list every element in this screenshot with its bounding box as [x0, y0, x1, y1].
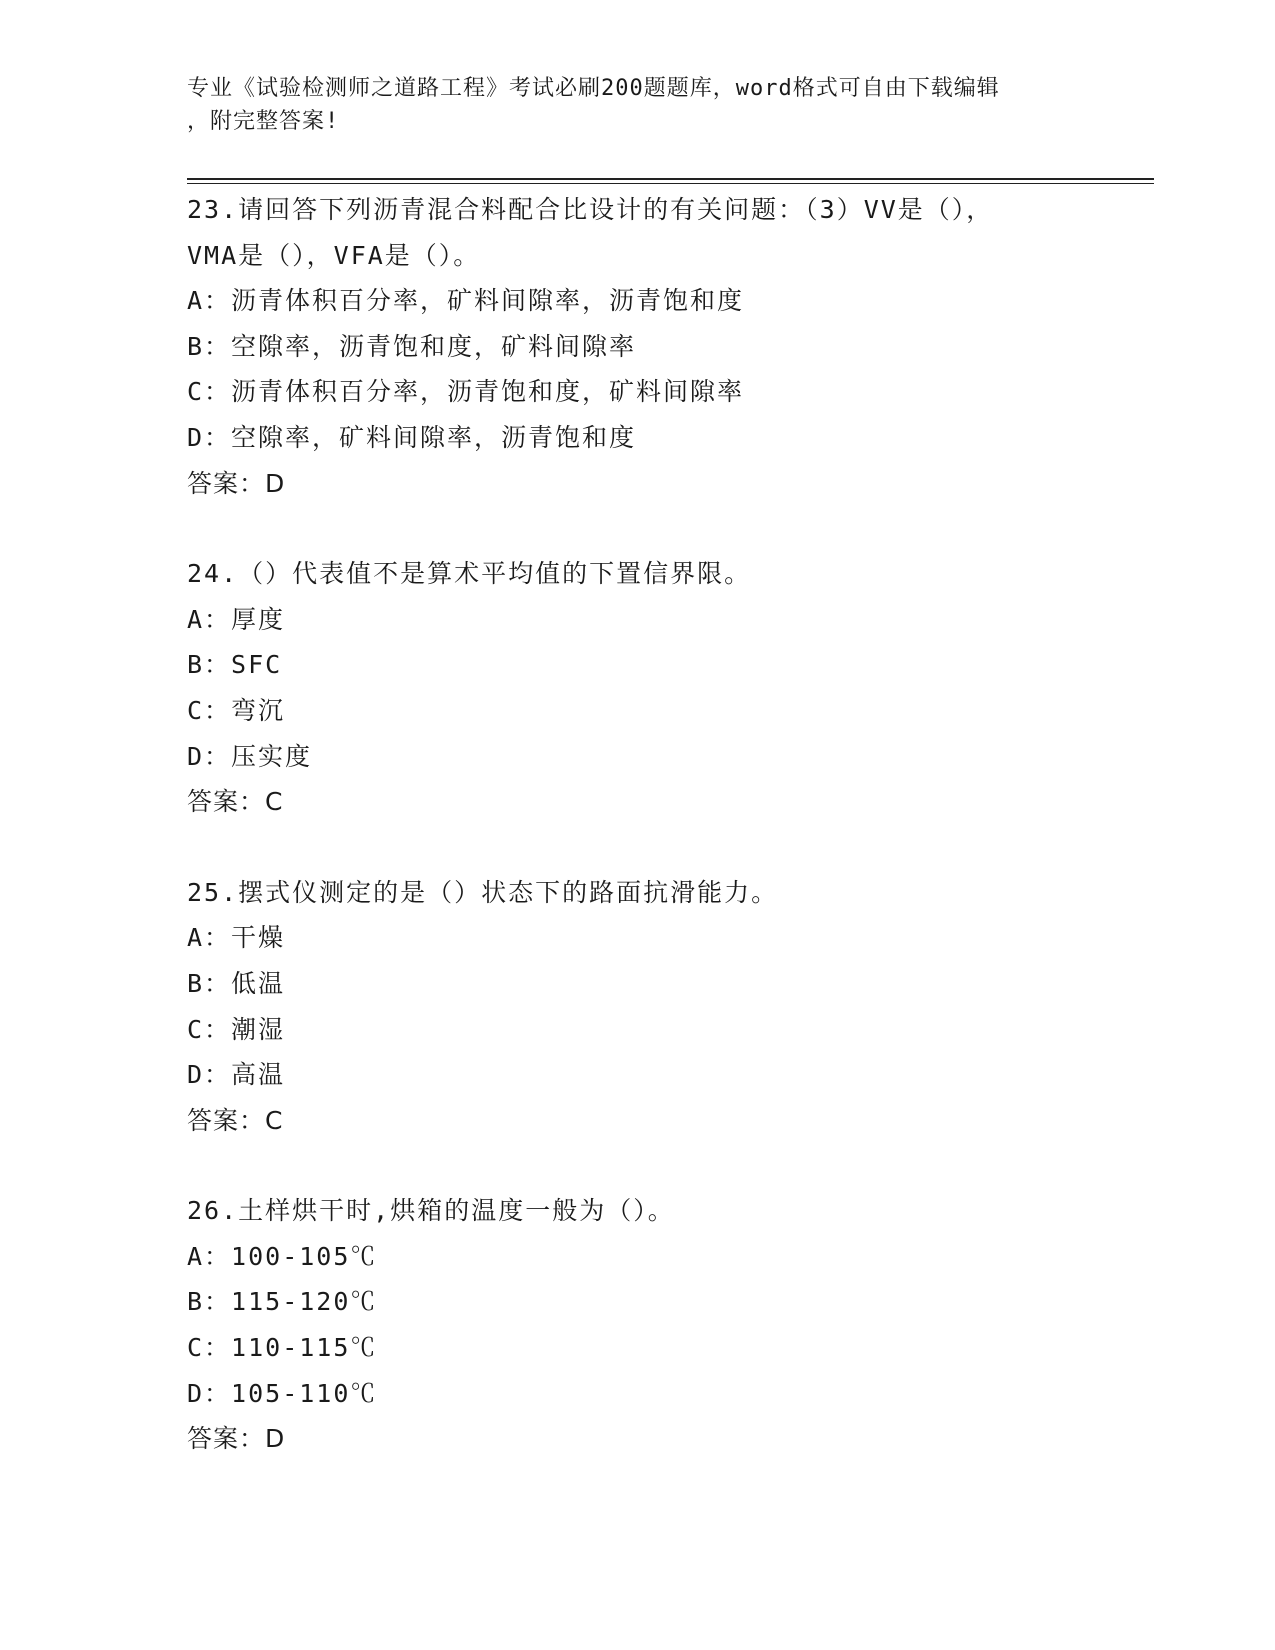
header-divider-thin	[187, 183, 1154, 184]
question-spacer	[187, 825, 1087, 870]
question-26	[187, 1188, 1087, 1462]
option-c: C：沥青体积百分率，沥青饱和度，矿料间隙率	[187, 377, 745, 407]
option-d: D：高温	[187, 1060, 286, 1090]
option-d: D：压实度	[187, 741, 313, 771]
question-spacer	[187, 1143, 1087, 1188]
option-c: C：潮湿	[187, 1014, 286, 1044]
document-header	[187, 72, 1067, 138]
option-b: B：低温	[187, 968, 286, 998]
question-list	[187, 187, 1087, 1462]
question-stem: 23.请回答下列沥青混合料配合比设计的有关问题：（3）VV是（），	[187, 195, 994, 224]
option-c: C：110-115℃	[187, 1333, 378, 1363]
answer-label: 答案：D	[187, 1424, 286, 1454]
option-b: B：115-120℃	[187, 1287, 378, 1317]
answer-label: 答案：D	[187, 468, 286, 498]
question-stem: 25.摆式仪测定的是（）状态下的路面抗滑能力。	[187, 877, 779, 907]
option-b: B：空隙率，沥青饱和度，矿料间隙率	[187, 331, 637, 361]
header-title-line-1: 专业《试验检测师之道路工程》考试必刷200题题库，word格式可自由下载编辑	[187, 76, 1000, 101]
question-24	[187, 551, 1087, 825]
answer-label: 答案：C	[187, 787, 284, 817]
question-23	[187, 187, 1087, 506]
option-c: C：弯沉	[187, 695, 286, 725]
header-title-line-2: ，附完整答案!	[187, 109, 340, 134]
option-b: B：SFC	[187, 650, 283, 680]
question-spacer	[187, 506, 1087, 551]
question-stem-continued: VMA是（），VFA是（）。	[187, 240, 481, 270]
option-a: A：厚度	[187, 604, 286, 634]
answer-label: 答案：C	[187, 1105, 284, 1135]
header-divider-thick	[187, 178, 1154, 180]
option-d: D：105-110℃	[187, 1378, 378, 1408]
option-a: A：沥青体积百分率，矿料间隙率，沥青饱和度	[187, 286, 745, 316]
question-25	[187, 870, 1087, 1144]
option-a: A：干燥	[187, 923, 286, 953]
option-a: A：100-105℃	[187, 1241, 378, 1271]
option-d: D：空隙率，矿料间隙率，沥青饱和度	[187, 422, 637, 452]
question-stem: 24.（）代表值不是算术平均值的下置信界限。	[187, 559, 752, 589]
question-stem: 26.土样烘干时,烘箱的温度一般为（）。	[187, 1196, 675, 1226]
